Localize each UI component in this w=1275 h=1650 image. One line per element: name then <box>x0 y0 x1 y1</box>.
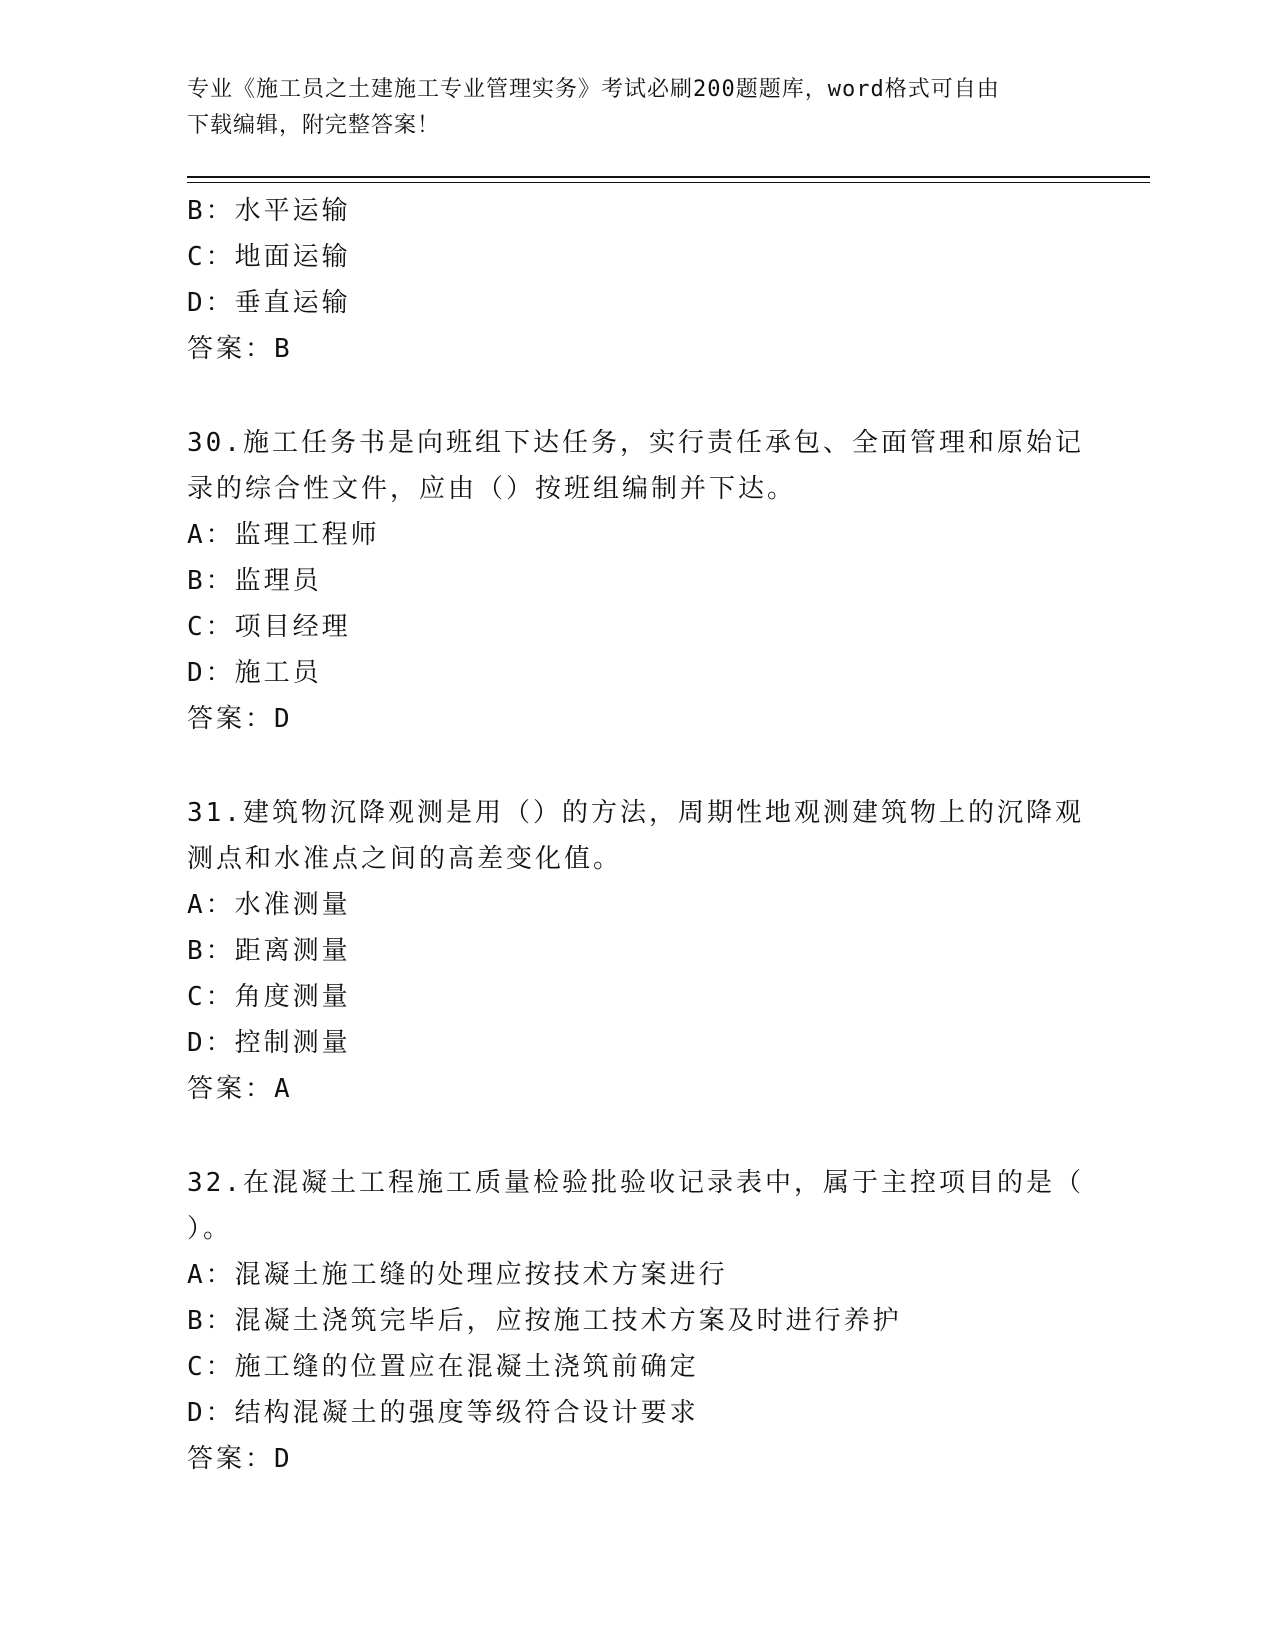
question-30 <box>187 420 1087 742</box>
option-c: C：地面运输 <box>187 242 351 272</box>
option-d: D：结构混凝土的强度等级符合设计要求 <box>187 1398 699 1428</box>
header-divider-thin <box>187 182 1150 183</box>
answer-line: 答案：A <box>187 1074 293 1104</box>
spacer <box>187 742 1087 790</box>
option-b: B：监理员 <box>187 566 322 596</box>
option-a: A：监理工程师 <box>187 520 380 550</box>
spacer <box>187 1112 1087 1160</box>
option-d: D：控制测量 <box>187 1028 351 1058</box>
question-32 <box>187 1160 1087 1482</box>
option-c: C：角度测量 <box>187 982 351 1012</box>
question-stem-line-1: 31.建筑物沉降观测是用（）的方法，周期性地观测建筑物上的沉降观 <box>187 798 1084 828</box>
option-a: A：混凝土施工缝的处理应按技术方案进行 <box>187 1260 728 1290</box>
header-line-1: 专业《施工员之土建施工专业管理实务》考试必刷200题题库，word格式可自由 <box>187 77 1000 102</box>
answer-line: 答案：B <box>187 334 293 364</box>
spacer <box>187 372 1087 420</box>
question-stem-line-2: 录的综合性文件，应由（）按班组编制并下达。 <box>187 474 797 504</box>
document-header <box>187 72 1087 144</box>
question-stem-line-1: 30.施工任务书是向班组下达任务，实行责任承包、全面管理和原始记 <box>187 428 1084 458</box>
option-d: D：垂直运输 <box>187 288 351 318</box>
option-a: A：水准测量 <box>187 890 351 920</box>
continued-question <box>187 188 1087 372</box>
header-divider-thick <box>187 176 1150 178</box>
option-c: C：施工缝的位置应在混凝土浇筑前确定 <box>187 1352 699 1382</box>
option-b: B：距离测量 <box>187 936 351 966</box>
header-line-2: 下载编辑，附完整答案！ <box>187 113 441 138</box>
option-b: B：水平运输 <box>187 196 351 226</box>
question-31 <box>187 790 1087 1112</box>
question-stem-line-1: 32.在混凝土工程施工质量检验批验收记录表中，属于主控项目的是（ <box>187 1168 1084 1198</box>
option-c: C：项目经理 <box>187 612 351 642</box>
answer-line: 答案：D <box>187 704 293 734</box>
option-b: B：混凝土浇筑完毕后，应按施工技术方案及时进行养护 <box>187 1306 902 1336</box>
question-stem-line-2: 测点和水准点之间的高差变化值。 <box>187 844 623 874</box>
answer-line: 答案：D <box>187 1444 293 1474</box>
option-d: D：施工员 <box>187 658 322 688</box>
question-stem-line-2: ）。 <box>187 1214 233 1244</box>
question-content <box>187 188 1087 1482</box>
